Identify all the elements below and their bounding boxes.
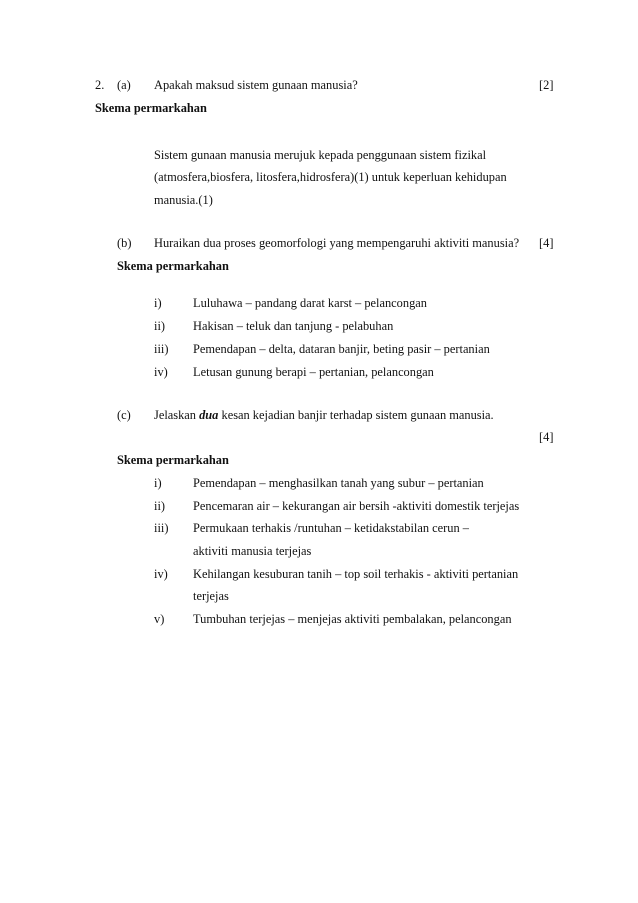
part-c-scheme-heading: Skema permarkahan (117, 453, 229, 467)
part-c-item-number: iii) (154, 521, 169, 535)
part-c-question (154, 409, 494, 421)
part-c-item-text: Tumbuhan terjejas – menjejas aktiviti pembalakan, pelancongan (193, 612, 512, 626)
part-c-item-text-continued: terjejas (193, 589, 229, 603)
part-a-scheme-heading: Skema permarkahan (95, 101, 207, 115)
part-c-question-post: kesan kejadian banjir terhadap sistem gunaan manusia. (221, 408, 494, 422)
part-a-marks: [2] (539, 78, 554, 92)
part-c-item-number: i) (154, 476, 162, 490)
part-a-answer-line: Sistem gunaan manusia merujuk kepada penggunaan sistem fizikal (154, 148, 487, 162)
part-b-item-text: Letusan gunung berapi – pertanian, pelancongan (193, 365, 434, 379)
part-b-scheme-heading: Skema permarkahan (117, 259, 229, 273)
question-number: 2. (95, 78, 105, 92)
part-a-question: Apakah maksud sistem gunaan manusia? (154, 78, 358, 92)
part-b-item-text: Hakisan – teluk dan tanjung - pelabuhan (193, 319, 394, 333)
part-c-item-text: Kehilangan kesuburan tanih – top soil terhakis - aktiviti pertanian (193, 567, 519, 581)
part-b-item-number: i) (154, 296, 162, 310)
part-b-item-text: Luluhawa – pandang darat karst – pelancongan (193, 296, 427, 310)
part-c-marks: [4] (539, 430, 554, 444)
part-c-label: (c) (117, 408, 131, 422)
part-b-item-number: iii) (154, 342, 169, 356)
part-b-question: Huraikan dua proses geomorfologi yang mempengaruhi aktiviti manusia? (154, 236, 520, 250)
part-b-item-text: Pemendapan – delta, dataran banjir, beting pasir – pertanian (193, 342, 490, 356)
part-c-item-number: v) (154, 612, 165, 626)
part-a-label: (a) (117, 78, 131, 92)
part-b-label: (b) (117, 236, 132, 250)
part-a-answer-line: manusia.(1) (154, 193, 213, 207)
part-b-item-number: iv) (154, 365, 168, 379)
part-c-item-number: iv) (154, 567, 168, 581)
part-a-answer-line: (atmosfera,biosfera, litosfera,hidrosfera)(1) untuk keperluan kehidupan (154, 170, 507, 184)
part-c-question-emphasis: dua (199, 408, 219, 422)
part-b-item-number: ii) (154, 319, 166, 333)
part-b-marks: [4] (539, 236, 554, 250)
part-c-item-text: Pencemaran air – kekurangan air bersih -aktiviti domestik terjejas (193, 499, 520, 513)
part-c-item-number: ii) (154, 499, 166, 513)
part-c-item-text: Pemendapan – menghasilkan tanah yang subur – pertanian (193, 476, 484, 490)
part-c-item-text: Permukaan terhakis /runtuhan – ketidakstabilan cerun – (193, 521, 469, 535)
part-c-item-text-continued: aktiviti manusia terjejas (193, 544, 312, 558)
part-c-question-pre: Jelaskan (154, 408, 196, 422)
